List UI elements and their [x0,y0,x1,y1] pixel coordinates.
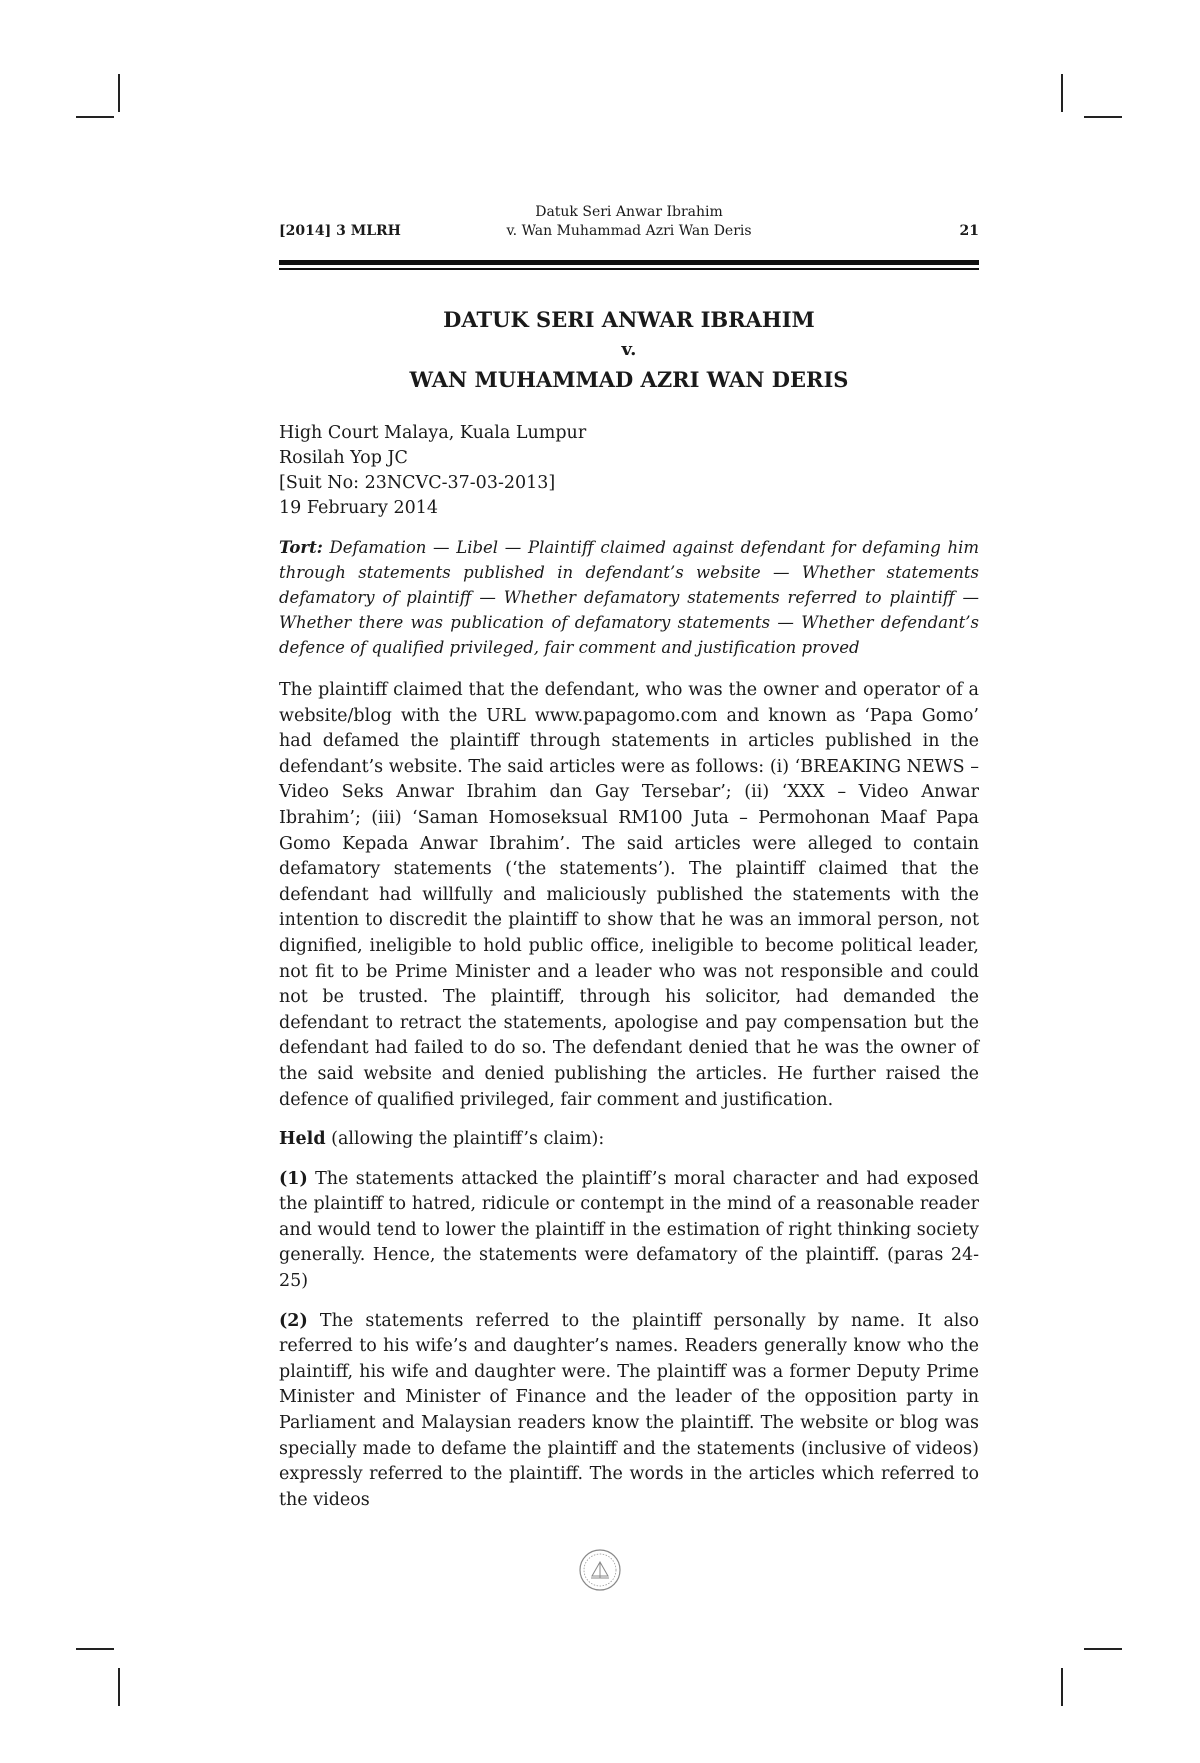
catchwords [279,535,979,660]
crop-mark-bottom-left-v [118,1668,120,1706]
crop-mark-bottom-left-h [76,1648,114,1650]
catchwords-label: Tort: [279,538,323,557]
holding-2-number: (2) [279,1310,308,1331]
holding-1 [279,1167,979,1295]
running-head-case-name [429,203,829,241]
crop-mark-bottom-right-h [1084,1648,1122,1650]
publisher-seal-icon [578,1548,622,1592]
running-head [279,203,979,243]
crop-mark-top-left-h [76,116,114,118]
crop-mark-top-right-h [1084,116,1122,118]
versus: v. [621,339,637,360]
page-number: 21 [959,223,979,239]
running-head-line-2: v. Wan Muhammad Azri Wan Deris [506,223,752,239]
holding-2-text: The statements referred to the plaintiff personally by name. It also referred to his wife’s and daughter’s names. Readers generally know who the plaintiff, his wife and daughter were. The plaintiff was a former Deputy Prime Minister and Minister of Finance and the leader of the opposition party in Parliament and Malaysian readers know the plaintiff. The website or blog was specially made to defame the plaintiff and the statements (inclusive of videos) expressly referred to the plaintiff. The words in the articles which referred to the videos [279,1310,979,1510]
citation: [2014] 3 MLRH [279,223,401,239]
running-head-line-1: Datuk Seri Anwar Ibrahim [535,204,723,220]
holding-1-number: (1) [279,1168,308,1189]
judge-name: Rosilah Yop JC [279,448,408,468]
crop-mark-bottom-right-v [1061,1668,1063,1706]
catchwords-text: Defamation — Libel — Plaintiff claimed against defendant for defaming him through statements published in defendant’s website — Whether statements defamatory of plaintiff — Whether defamatory statements referred to plaintiff — Whether there was publication of defamatory statements — Whether defendant’s defence of qualified privileged, fair comment and justification proved [279,538,979,657]
plaintiff-name: DATUK SERI ANWAR IBRAHIM [443,307,815,332]
crop-mark-top-right-v [1061,74,1063,112]
header-rule-thick [279,260,979,265]
court-name: High Court Malaya, Kuala Lumpur [279,423,587,443]
header-rule-thin [279,268,979,270]
holding-2 [279,1309,979,1514]
held-label: Held [279,1129,326,1150]
suit-number: [Suit No: 23NCVC-37-03-2013] [279,473,556,493]
held-heading [279,1127,979,1153]
crop-mark-top-left-v [118,74,120,112]
case-summary: The plaintiff claimed that the defendant, who was the owner and operator of a website/blog with the URL www.papagomo.com and known as ‘Papa Gomo’ had defamed the plaintiff through statements in articles published in the defendant’s website. The said articles were as follows: (i) ‘BREAKING NEWS – Video Seks Anwar Ibrahim dan Gay Tersebar’; (ii) ‘XXX – Video Anwar Ibrahim’; (iii) ‘Saman Homoseksual RM100 Juta – Permohonan Maaf Papa Gomo Kepada Anwar Ibrahim’. The said articles were alleged to contain defamatory statements (‘the statements’). The plaintiff claimed that the defendant had willfully and maliciously published the statements with the intention to discredit the plaintiff to show that he was an immoral person, not dignified, ineligible to hold public office, ineligible to become political leader, not fit to be Prime Minister and a leader who was not responsible and could not be trusted. The plaintiff, through his solicitor, had demanded the defendant to retract the statements, apologise and pay compensation but the defendant had failed to do so. The defendant denied that he was the owner of the said website and denied publishing the articles. He further raised the defence of qualified privileged, fair comment and justification. [279,680,979,1110]
defendant-name: WAN MUHAMMAD AZRI WAN DERIS [409,367,849,392]
court-details [279,421,979,521]
held-text: (allowing the plaintiff’s claim): [325,1129,605,1150]
holding-1-text: The statements attacked the plaintiff’s moral character and had exposed the plaintiff to hatred, ridicule or contempt in the mind of a reasonable reader and would tend to lower the plaintiff in the estimation of right thinking society generally. Hence, the statements were defamatory of the plaintiff. (paras 24-25) [279,1168,979,1292]
page-content [279,305,979,1513]
judgment-date: 19 February 2014 [279,498,438,518]
